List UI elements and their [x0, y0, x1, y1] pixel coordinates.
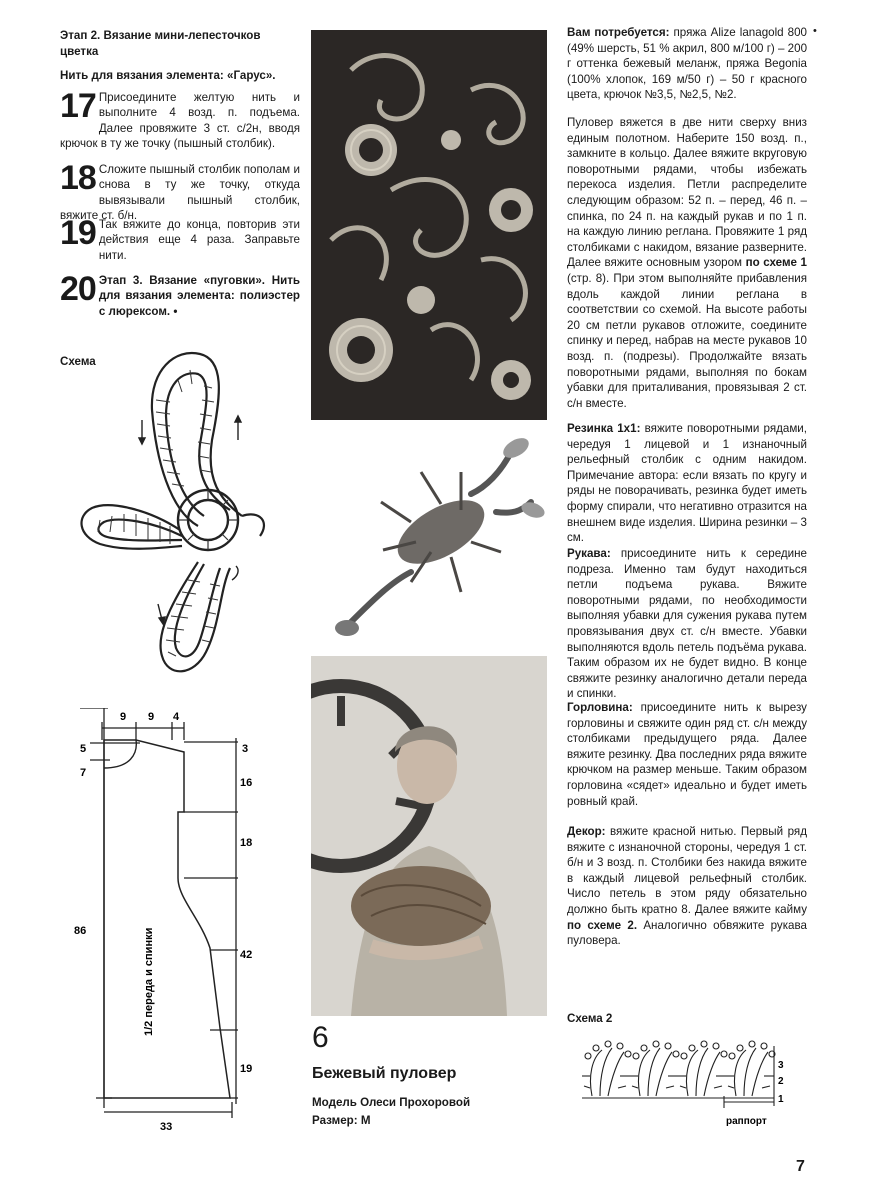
model-photo — [311, 656, 547, 1016]
step-text: Так вяжите до конца, повторив эти действия еще 4 раза. Заправьте нити. — [98, 218, 300, 262]
stage2-title: Этап 2. Вязание мини-лепесточков цветка — [60, 29, 261, 58]
dim-right-d: 42 — [240, 949, 253, 961]
model-number: 6 — [312, 1021, 329, 1054]
step-number: 17 — [60, 87, 96, 125]
dim-right-c: 18 — [240, 837, 253, 849]
sleeves-label: Рукава: — [567, 547, 611, 560]
body-paragraph: Пуловер вяжется в две нити сверху вниз единым полотном. Наберите 150 возд. п., замкните в кольцо. Далее вяжите вкруговую поворотными рядами, чтобы избежать перекоса изделия. Петли распределите следующим образом: 52 п. – перед, 46 п. – спинка, по 24 п. на каждый рукав и по 1 п. на каждую линию реглана. Провяжите 1 ряд столбиками с накидом, вязание разверните. Далее вяжите основным узором по схеме 1 (стр. 8). При этом выполняйте прибавления вдоль каждой линии реглана в соответствии со схемой. На высоте работы 20 см петли рукавов отложите, соедините спинку и перед, набрав на месте рукавов 10 возд. п. (подрезы). Продолжайте вязать поворотными рядами, выполняя по бокам убавки для приталивания, провязывая 2 ст. с/н вместе. — [567, 116, 807, 410]
dim-left-a: 5 — [80, 743, 87, 755]
step-text: Присоедините желтую нить и выполните 4 возд. п. подъема. Далее провяжите 3 ст. с/2н, вводя крючок в ту же точку (пышный столбик). — [60, 91, 300, 151]
step-text: Сложите пышный столбик пополам и снова в ту же точку, откуда вывязывали пышный столбик, вяжите ст. б/н. — [60, 163, 300, 223]
scheme-label: Схема — [60, 355, 96, 368]
step-number: 20 — [60, 270, 96, 308]
garment-pattern — [60, 708, 310, 1138]
materials-label: Вам потребуется: — [567, 26, 670, 39]
scheme2-row-2: 2 — [778, 1076, 784, 1087]
model-size: Размер: М — [312, 1114, 371, 1127]
model-title: Бежевый пуловер — [312, 1065, 457, 1082]
dim-top-b: 9 — [148, 711, 155, 723]
materials-paragraph — [567, 25, 807, 103]
decor-label: Декор: — [567, 825, 606, 838]
pattern-inside-label: 1/2 переда и спинки — [143, 927, 155, 1036]
scheme2-diagram — [578, 1036, 800, 1130]
neck-label: Горловина: — [567, 701, 633, 714]
step-number: 19 — [60, 214, 96, 252]
stage2-thread: Нить для вязания элемента: «Гарус». — [60, 69, 276, 82]
dim-bottom: 33 — [160, 1121, 173, 1133]
step-text: Этап 3. Вязание «пуговки». Нить для вязания элемента: полиэстер с люрексом. • — [98, 274, 300, 318]
neck-paragraph: Горловина: присоедините нить к вырезу горловины и свяжите один ряд ст. с/н между столбиками предыдущего ряда. Далее вяжите резинку. Два последних ряда вяжите крючком на размер меньше. Таким образом горловина «сядет» идеально и будет иметь ровный край. — [567, 701, 807, 808]
step-number: 18 — [60, 159, 96, 197]
dim-right-b: 16 — [240, 777, 253, 789]
scheme2-label: Схема 2 — [567, 1012, 613, 1025]
dim-left-b: 7 — [80, 767, 87, 779]
scorpion-photo — [311, 432, 547, 642]
model-author: Модель Олеси Прохоровой — [312, 1096, 471, 1109]
dim-top-c: 4 — [173, 711, 180, 723]
scheme2-row-3: 3 — [778, 1060, 784, 1071]
step-18 — [60, 159, 300, 224]
sleeves-paragraph: Рукава: присоедините нить к середине подреза. Именно там будут находиться петли подъема рукава. Вяжите поворотными рядами, по необходимости выполняя убавки для сужения рукава путем провязывания двух ст. с/н вместе. Убавки выполняются вдоль петель подъёма рукава. Таким образом их не будет видно. В конце свяжите резинку аналогично детали переда и спинки. — [567, 547, 807, 701]
lace-photo — [311, 30, 547, 420]
petal-scheme — [70, 340, 300, 690]
rapport-label: раппорт — [726, 1116, 767, 1127]
materials-text: пряжа Alize lanagold 800 (49% шерсть, 51 % акрил, 800 м/100 г) – 200 г оттенка бежевый меланж, пряжа Begonia (100% хлопок, 169 м/50 г) – 50 г красного цвета, крючок №3,5, №2,5, №2. — [567, 26, 808, 102]
dim-top-a: 9 — [120, 711, 127, 723]
step-19 — [60, 214, 300, 263]
dim-right-e: 19 — [240, 1063, 253, 1075]
step-17 — [60, 87, 300, 152]
dim-right-a: 3 — [242, 743, 249, 755]
scheme2-row-1: 1 — [778, 1094, 784, 1105]
rib-paragraph: Резинка 1х1: вяжите поворотными рядами, чередуя 1 лицевой и 1 изнаночный рельефный столбик с одним накидом. Примечание автора: если вязать по кругу и ряды не поворачивать, резинка будет иметь форму спирали, что негативно отразится на внешнем виде изделия. Ширина резинки – 3 см. — [567, 422, 807, 545]
step-20 — [60, 270, 300, 319]
materials-bullet: • — [813, 25, 817, 37]
page-number: 7 — [796, 1158, 805, 1175]
decor-paragraph: Декор: вяжите красной нитью. Первый ряд вяжите с изнаночной стороны, чередуя 1 ст. б/н и 3 возд. п. Столбики без накида вяжите в каждый лицевой рельефный столбик. Число петель в этом ряду обязательно должно быть кратно 8. Далее вяжите кайму по схеме 2. Аналогично обвяжите рукава пуловера. — [567, 825, 807, 948]
dim-height: 86 — [74, 925, 87, 937]
rib-label: Резинка 1х1: — [567, 422, 641, 435]
